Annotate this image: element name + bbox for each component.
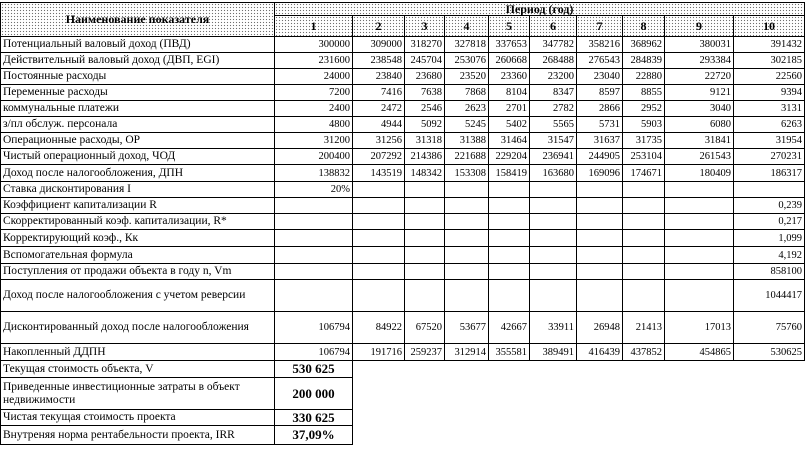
value-cell[interactable]: 22880: [623, 69, 665, 85]
value-cell[interactable]: 200400: [275, 149, 353, 165]
value-cell[interactable]: 2866: [577, 101, 623, 117]
value-cell[interactable]: 355581: [489, 344, 530, 361]
value-cell[interactable]: [623, 230, 665, 247]
value-cell[interactable]: 259237: [405, 344, 445, 361]
value-cell[interactable]: [275, 230, 353, 247]
summary-value[interactable]: 530 625: [275, 361, 353, 378]
value-cell[interactable]: [577, 182, 623, 198]
value-cell[interactable]: [665, 264, 734, 280]
value-cell[interactable]: 31388: [445, 133, 489, 149]
value-cell[interactable]: 5903: [623, 117, 665, 133]
value-cell[interactable]: 186317: [734, 165, 805, 182]
value-cell[interactable]: [665, 182, 734, 198]
value-cell[interactable]: [489, 230, 530, 247]
value-cell[interactable]: 3040: [665, 101, 734, 117]
value-cell[interactable]: [405, 214, 445, 230]
value-cell[interactable]: 9394: [734, 85, 805, 101]
value-cell[interactable]: [623, 214, 665, 230]
value-cell[interactable]: 7416: [353, 85, 405, 101]
value-cell[interactable]: [665, 214, 734, 230]
value-cell[interactable]: [353, 230, 405, 247]
value-cell[interactable]: 318270: [405, 37, 445, 53]
value-cell[interactable]: 276543: [577, 53, 623, 69]
value-cell[interactable]: 8104: [489, 85, 530, 101]
value-cell[interactable]: [530, 182, 577, 198]
value-cell[interactable]: 2400: [275, 101, 353, 117]
value-cell[interactable]: 530625: [734, 344, 805, 361]
year-header: 6: [530, 16, 577, 37]
value-cell[interactable]: 4944: [353, 117, 405, 133]
value-cell[interactable]: 67520: [405, 312, 445, 344]
value-cell[interactable]: [530, 247, 577, 264]
value-cell[interactable]: [623, 280, 665, 312]
value-cell[interactable]: [530, 230, 577, 247]
value-cell[interactable]: 327818: [445, 37, 489, 53]
value-cell[interactable]: [530, 214, 577, 230]
value-cell[interactable]: 180409: [665, 165, 734, 182]
value-cell[interactable]: 17013: [665, 312, 734, 344]
row-label: Чистый операционный доход, ЧОД: [0, 149, 275, 165]
value-cell[interactable]: 23520: [445, 69, 489, 85]
value-cell[interactable]: [665, 247, 734, 264]
value-cell[interactable]: [623, 264, 665, 280]
value-cell[interactable]: 23840: [353, 69, 405, 85]
year-header: 8: [623, 16, 665, 37]
row-label: Доход после налогообложения с учетом реверсии: [0, 280, 275, 312]
row-label: Коэффициент капитализации R: [0, 198, 275, 214]
value-cell[interactable]: 31735: [623, 133, 665, 149]
value-cell[interactable]: [445, 280, 489, 312]
value-cell[interactable]: 2546: [405, 101, 445, 117]
row-label: Потенциальный валовый доход (ПВД): [0, 37, 275, 53]
value-cell[interactable]: 31637: [577, 133, 623, 149]
summary-value[interactable]: 200 000: [275, 378, 353, 410]
value-cell[interactable]: 309000: [353, 37, 405, 53]
value-cell[interactable]: 153308: [445, 165, 489, 182]
summary-label: Приведенные инвестиционные затраты в объект недвижимости: [0, 378, 275, 410]
value-cell[interactable]: 31318: [405, 133, 445, 149]
value-cell[interactable]: [405, 264, 445, 280]
row-label: Накопленный ДДПН: [0, 344, 275, 361]
value-cell[interactable]: [275, 247, 353, 264]
value-cell[interactable]: [489, 182, 530, 198]
value-cell[interactable]: [275, 198, 353, 214]
value-cell[interactable]: 270231: [734, 149, 805, 165]
value-cell[interactable]: 23360: [489, 69, 530, 85]
value-cell[interactable]: [665, 198, 734, 214]
value-cell[interactable]: 454865: [665, 344, 734, 361]
value-cell[interactable]: 416439: [577, 344, 623, 361]
value-cell[interactable]: 23040: [577, 69, 623, 85]
value-cell[interactable]: 8597: [577, 85, 623, 101]
value-cell[interactable]: 174671: [623, 165, 665, 182]
value-cell[interactable]: 302185: [734, 53, 805, 69]
year-header: 9: [665, 16, 734, 37]
year-header: 4: [445, 16, 489, 37]
value-cell[interactable]: 253104: [623, 149, 665, 165]
value-cell[interactable]: [623, 182, 665, 198]
value-cell[interactable]: 1,099: [734, 230, 805, 247]
value-cell[interactable]: [353, 264, 405, 280]
summary-label: Чистая текущая стоимость проекта: [0, 410, 275, 426]
value-cell[interactable]: [353, 198, 405, 214]
summary-label: Текущая стоимость объекта, V: [0, 361, 275, 378]
value-cell[interactable]: [405, 280, 445, 312]
value-cell[interactable]: [489, 214, 530, 230]
value-cell[interactable]: [353, 280, 405, 312]
value-cell[interactable]: [623, 247, 665, 264]
value-cell[interactable]: 231600: [275, 53, 353, 69]
value-cell[interactable]: 2952: [623, 101, 665, 117]
value-cell[interactable]: 24000: [275, 69, 353, 85]
value-cell[interactable]: 9121: [665, 85, 734, 101]
value-cell[interactable]: 20%: [275, 182, 353, 198]
value-cell[interactable]: [353, 247, 405, 264]
row-label: коммунальные платежи: [0, 101, 275, 117]
value-cell[interactable]: 391432: [734, 37, 805, 53]
value-cell[interactable]: 5565: [530, 117, 577, 133]
value-cell[interactable]: 163680: [530, 165, 577, 182]
row-label: Переменные расходы: [0, 85, 275, 101]
value-cell[interactable]: 347782: [530, 37, 577, 53]
value-cell[interactable]: 22720: [665, 69, 734, 85]
value-cell[interactable]: [489, 247, 530, 264]
value-cell[interactable]: 380031: [665, 37, 734, 53]
summary-label: Внутреняя норма рентабельности проекта, IRR: [0, 426, 275, 445]
value-cell[interactable]: 143519: [353, 165, 405, 182]
value-cell[interactable]: 236941: [530, 149, 577, 165]
value-cell[interactable]: [445, 214, 489, 230]
year-header: 1: [275, 16, 353, 37]
value-cell[interactable]: [445, 264, 489, 280]
value-cell[interactable]: [530, 198, 577, 214]
value-cell[interactable]: 1044417: [734, 280, 805, 312]
value-cell[interactable]: [353, 182, 405, 198]
value-cell[interactable]: 75760: [734, 312, 805, 344]
value-cell[interactable]: 106794: [275, 312, 353, 344]
value-cell[interactable]: 31954: [734, 133, 805, 149]
value-cell[interactable]: 138832: [275, 165, 353, 182]
value-cell[interactable]: 312914: [445, 344, 489, 361]
value-cell[interactable]: 229204: [489, 149, 530, 165]
value-cell[interactable]: 31841: [665, 133, 734, 149]
row-label: Корректирующий коэф., Кк: [0, 230, 275, 247]
year-header: 2: [353, 16, 405, 37]
row-label: Скорректированный коэф. капитализации, R*: [0, 214, 275, 230]
value-cell[interactable]: 84922: [353, 312, 405, 344]
value-cell[interactable]: 31256: [353, 133, 405, 149]
value-cell[interactable]: 253076: [445, 53, 489, 69]
year-header: 3: [405, 16, 445, 37]
value-cell[interactable]: [445, 182, 489, 198]
value-cell[interactable]: 21413: [623, 312, 665, 344]
value-cell[interactable]: 337653: [489, 37, 530, 53]
value-cell[interactable]: 42667: [489, 312, 530, 344]
row-label: Действительный валовый доход (ДВП, EGI): [0, 53, 275, 69]
value-cell[interactable]: [734, 182, 805, 198]
year-header: 5: [489, 16, 530, 37]
value-cell[interactable]: 261543: [665, 149, 734, 165]
value-cell[interactable]: 26948: [577, 312, 623, 344]
value-cell[interactable]: 7200: [275, 85, 353, 101]
row-label: Ставка дисконтирования I: [0, 182, 275, 198]
value-cell[interactable]: 7638: [405, 85, 445, 101]
year-header: 7: [577, 16, 623, 37]
value-cell[interactable]: 268488: [530, 53, 577, 69]
value-cell[interactable]: [623, 198, 665, 214]
value-cell[interactable]: [489, 264, 530, 280]
value-cell[interactable]: [445, 230, 489, 247]
value-cell[interactable]: 207292: [353, 149, 405, 165]
value-cell[interactable]: [405, 182, 445, 198]
value-cell[interactable]: [445, 247, 489, 264]
value-cell[interactable]: 6080: [665, 117, 734, 133]
value-cell[interactable]: [405, 198, 445, 214]
value-cell[interactable]: [577, 214, 623, 230]
row-label: Вспомогательная формула: [0, 247, 275, 264]
value-cell[interactable]: 33911: [530, 312, 577, 344]
value-cell[interactable]: 4,192: [734, 247, 805, 264]
value-cell[interactable]: 0,239: [734, 198, 805, 214]
period-header: Период (год): [275, 2, 805, 16]
value-cell[interactable]: 437852: [623, 344, 665, 361]
value-cell[interactable]: 2782: [530, 101, 577, 117]
value-cell[interactable]: 244905: [577, 149, 623, 165]
value-cell[interactable]: 238548: [353, 53, 405, 69]
value-cell[interactable]: 2701: [489, 101, 530, 117]
value-cell[interactable]: [577, 198, 623, 214]
summary-value[interactable]: 37,09%: [275, 426, 353, 445]
value-cell[interactable]: [445, 198, 489, 214]
value-cell[interactable]: [577, 264, 623, 280]
value-cell[interactable]: 3131: [734, 101, 805, 117]
value-cell[interactable]: [275, 264, 353, 280]
value-cell[interactable]: 191716: [353, 344, 405, 361]
value-cell[interactable]: [405, 230, 445, 247]
value-cell[interactable]: 5092: [405, 117, 445, 133]
row-label: з/пл обслуж. персонала: [0, 117, 275, 133]
value-cell[interactable]: [665, 280, 734, 312]
value-cell[interactable]: 358216: [577, 37, 623, 53]
value-cell[interactable]: 293384: [665, 53, 734, 69]
value-cell[interactable]: [275, 214, 353, 230]
value-cell[interactable]: 0,217: [734, 214, 805, 230]
row-label: Поступления от продажи объекта в году n, Vm: [0, 264, 275, 280]
value-cell[interactable]: 221688: [445, 149, 489, 165]
value-cell[interactable]: [530, 280, 577, 312]
value-cell[interactable]: 284839: [623, 53, 665, 69]
value-cell[interactable]: 31547: [530, 133, 577, 149]
value-cell[interactable]: [665, 230, 734, 247]
value-cell[interactable]: 31464: [489, 133, 530, 149]
value-cell[interactable]: 5731: [577, 117, 623, 133]
row-label: Операционные расходы, OP: [0, 133, 275, 149]
value-cell[interactable]: 245704: [405, 53, 445, 69]
value-cell[interactable]: [405, 247, 445, 264]
value-cell[interactable]: [577, 230, 623, 247]
value-cell[interactable]: 23680: [405, 69, 445, 85]
row-label: Дисконтированный доход после налогообложения: [0, 312, 275, 344]
value-cell[interactable]: 858100: [734, 264, 805, 280]
value-cell[interactable]: 7868: [445, 85, 489, 101]
row-label: Постоянные расходы: [0, 69, 275, 85]
value-cell[interactable]: [530, 264, 577, 280]
summary-value[interactable]: 330 625: [275, 410, 353, 426]
value-cell[interactable]: 2472: [353, 101, 405, 117]
value-cell[interactable]: 368962: [623, 37, 665, 53]
value-cell[interactable]: 4800: [275, 117, 353, 133]
value-cell[interactable]: 5245: [445, 117, 489, 133]
value-cell[interactable]: 158419: [489, 165, 530, 182]
value-cell[interactable]: 260668: [489, 53, 530, 69]
value-cell[interactable]: [577, 280, 623, 312]
value-cell[interactable]: 6263: [734, 117, 805, 133]
value-cell[interactable]: 8855: [623, 85, 665, 101]
value-cell[interactable]: 22560: [734, 69, 805, 85]
value-cell[interactable]: 5402: [489, 117, 530, 133]
year-header: 10: [734, 16, 805, 37]
value-cell[interactable]: 23200: [530, 69, 577, 85]
value-cell[interactable]: 31200: [275, 133, 353, 149]
value-cell[interactable]: 148342: [405, 165, 445, 182]
value-cell[interactable]: 53677: [445, 312, 489, 344]
value-cell[interactable]: [489, 198, 530, 214]
value-cell[interactable]: [489, 280, 530, 312]
value-cell[interactable]: 106794: [275, 344, 353, 361]
indicator-column-header: Наименование показателя: [0, 2, 275, 37]
value-cell[interactable]: [577, 247, 623, 264]
value-cell[interactable]: [275, 280, 353, 312]
row-label: Доход после налогообложения, ДПН: [0, 165, 275, 182]
value-cell[interactable]: 389491: [530, 344, 577, 361]
value-cell[interactable]: 214386: [405, 149, 445, 165]
value-cell[interactable]: 169096: [577, 165, 623, 182]
value-cell[interactable]: 300000: [275, 37, 353, 53]
value-cell[interactable]: [353, 214, 405, 230]
value-cell[interactable]: 8347: [530, 85, 577, 101]
value-cell[interactable]: 2623: [445, 101, 489, 117]
